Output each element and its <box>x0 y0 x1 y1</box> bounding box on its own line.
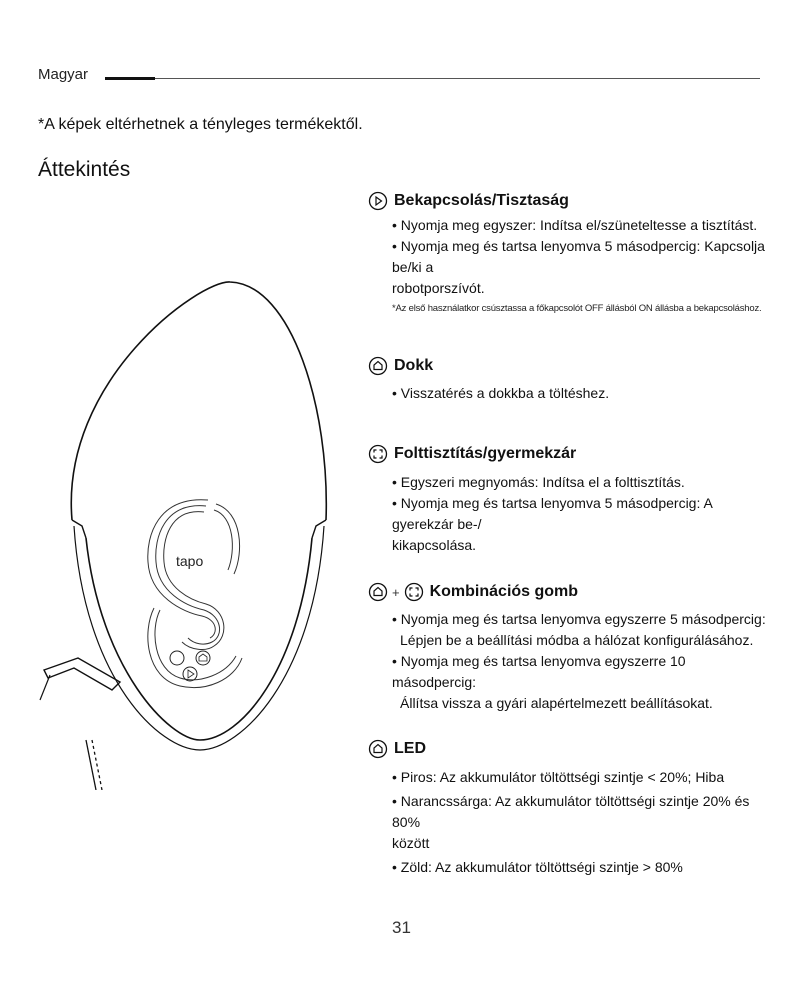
home-icon <box>368 356 388 376</box>
section-line: kikapcsolása. <box>392 537 477 553</box>
section-line: • Nyomja meg és tartsa lenyomva 5 másodpercig: Kapcsolja be/ki a <box>392 238 765 275</box>
page-title: Áttekintés <box>38 158 131 181</box>
spot-clean-icon <box>368 444 388 464</box>
section-title: LED <box>394 740 426 757</box>
section-note: *Az első használatkor csúsztassa a főkapcsolót OFF állásból ON állásba a bekapcsoláshoz. <box>392 303 762 314</box>
play-pause-icon <box>368 191 388 211</box>
section-line: Állítsa vissza a gyári alapértelmezett beállításokat. <box>400 695 713 711</box>
section-line: • Nyomja meg és tartsa lenyomva egyszerre 5 másodpercig: <box>392 611 766 627</box>
brand-logo: tapo <box>176 553 204 569</box>
home-icon <box>368 739 388 759</box>
section-line: • Piros: Az akkumulátor töltöttségi szintje < 20%; Hiba <box>392 769 725 785</box>
section-line: között <box>392 835 430 851</box>
section-line: • Nyomja meg és tartsa lenyomva egyszerre 10 másodpercig: <box>392 653 686 690</box>
section-title: Folttisztítás/gyermekzár <box>394 445 577 462</box>
section-line: • Visszatérés a dokkba a töltéshez. <box>392 385 610 401</box>
section-title: Kombinációs gomb <box>429 583 579 600</box>
disclaimer: *A képek eltérhetnek a tényleges termékektől. <box>38 116 363 133</box>
page-number: 31 <box>392 918 411 937</box>
section-line: • Narancssárga: Az akkumulátor töltöttségi szintje 20% és 80% <box>392 793 750 830</box>
section-title: Dokk <box>394 357 434 374</box>
spot-clean-icon <box>404 582 424 602</box>
section-dock <box>368 355 768 404</box>
section-line: • Zöld: Az akkumulátor töltöttségi szintje > 80% <box>392 859 683 875</box>
home-icon <box>368 582 388 602</box>
section-line: • Nyomja meg és tartsa lenyomva 5 másodpercig: A gyerekzár be-/ <box>392 495 713 532</box>
section-line: Lépjen be a beállítási módba a hálózat konfigurálásához. <box>400 632 754 648</box>
section-line: • Egyszeri megnyomás: Indítsa el a folttisztítás. <box>392 474 685 490</box>
section-power <box>368 190 768 314</box>
section-combo <box>368 581 768 714</box>
language-label: Magyar <box>38 66 89 83</box>
section-title: Bekapcsolás/Tisztaság <box>394 192 569 209</box>
plus-sign: + <box>392 584 400 600</box>
section-led <box>368 738 768 878</box>
header-rule <box>105 78 760 79</box>
header-rule-accent <box>105 77 155 80</box>
robot-vacuum-illustration <box>30 270 360 790</box>
section-spot-clean <box>368 443 768 556</box>
section-line: robotporszívót. <box>392 280 485 296</box>
section-line: • Nyomja meg egyszer: Indítsa el/szüneteltesse a tisztítást. <box>392 217 758 233</box>
